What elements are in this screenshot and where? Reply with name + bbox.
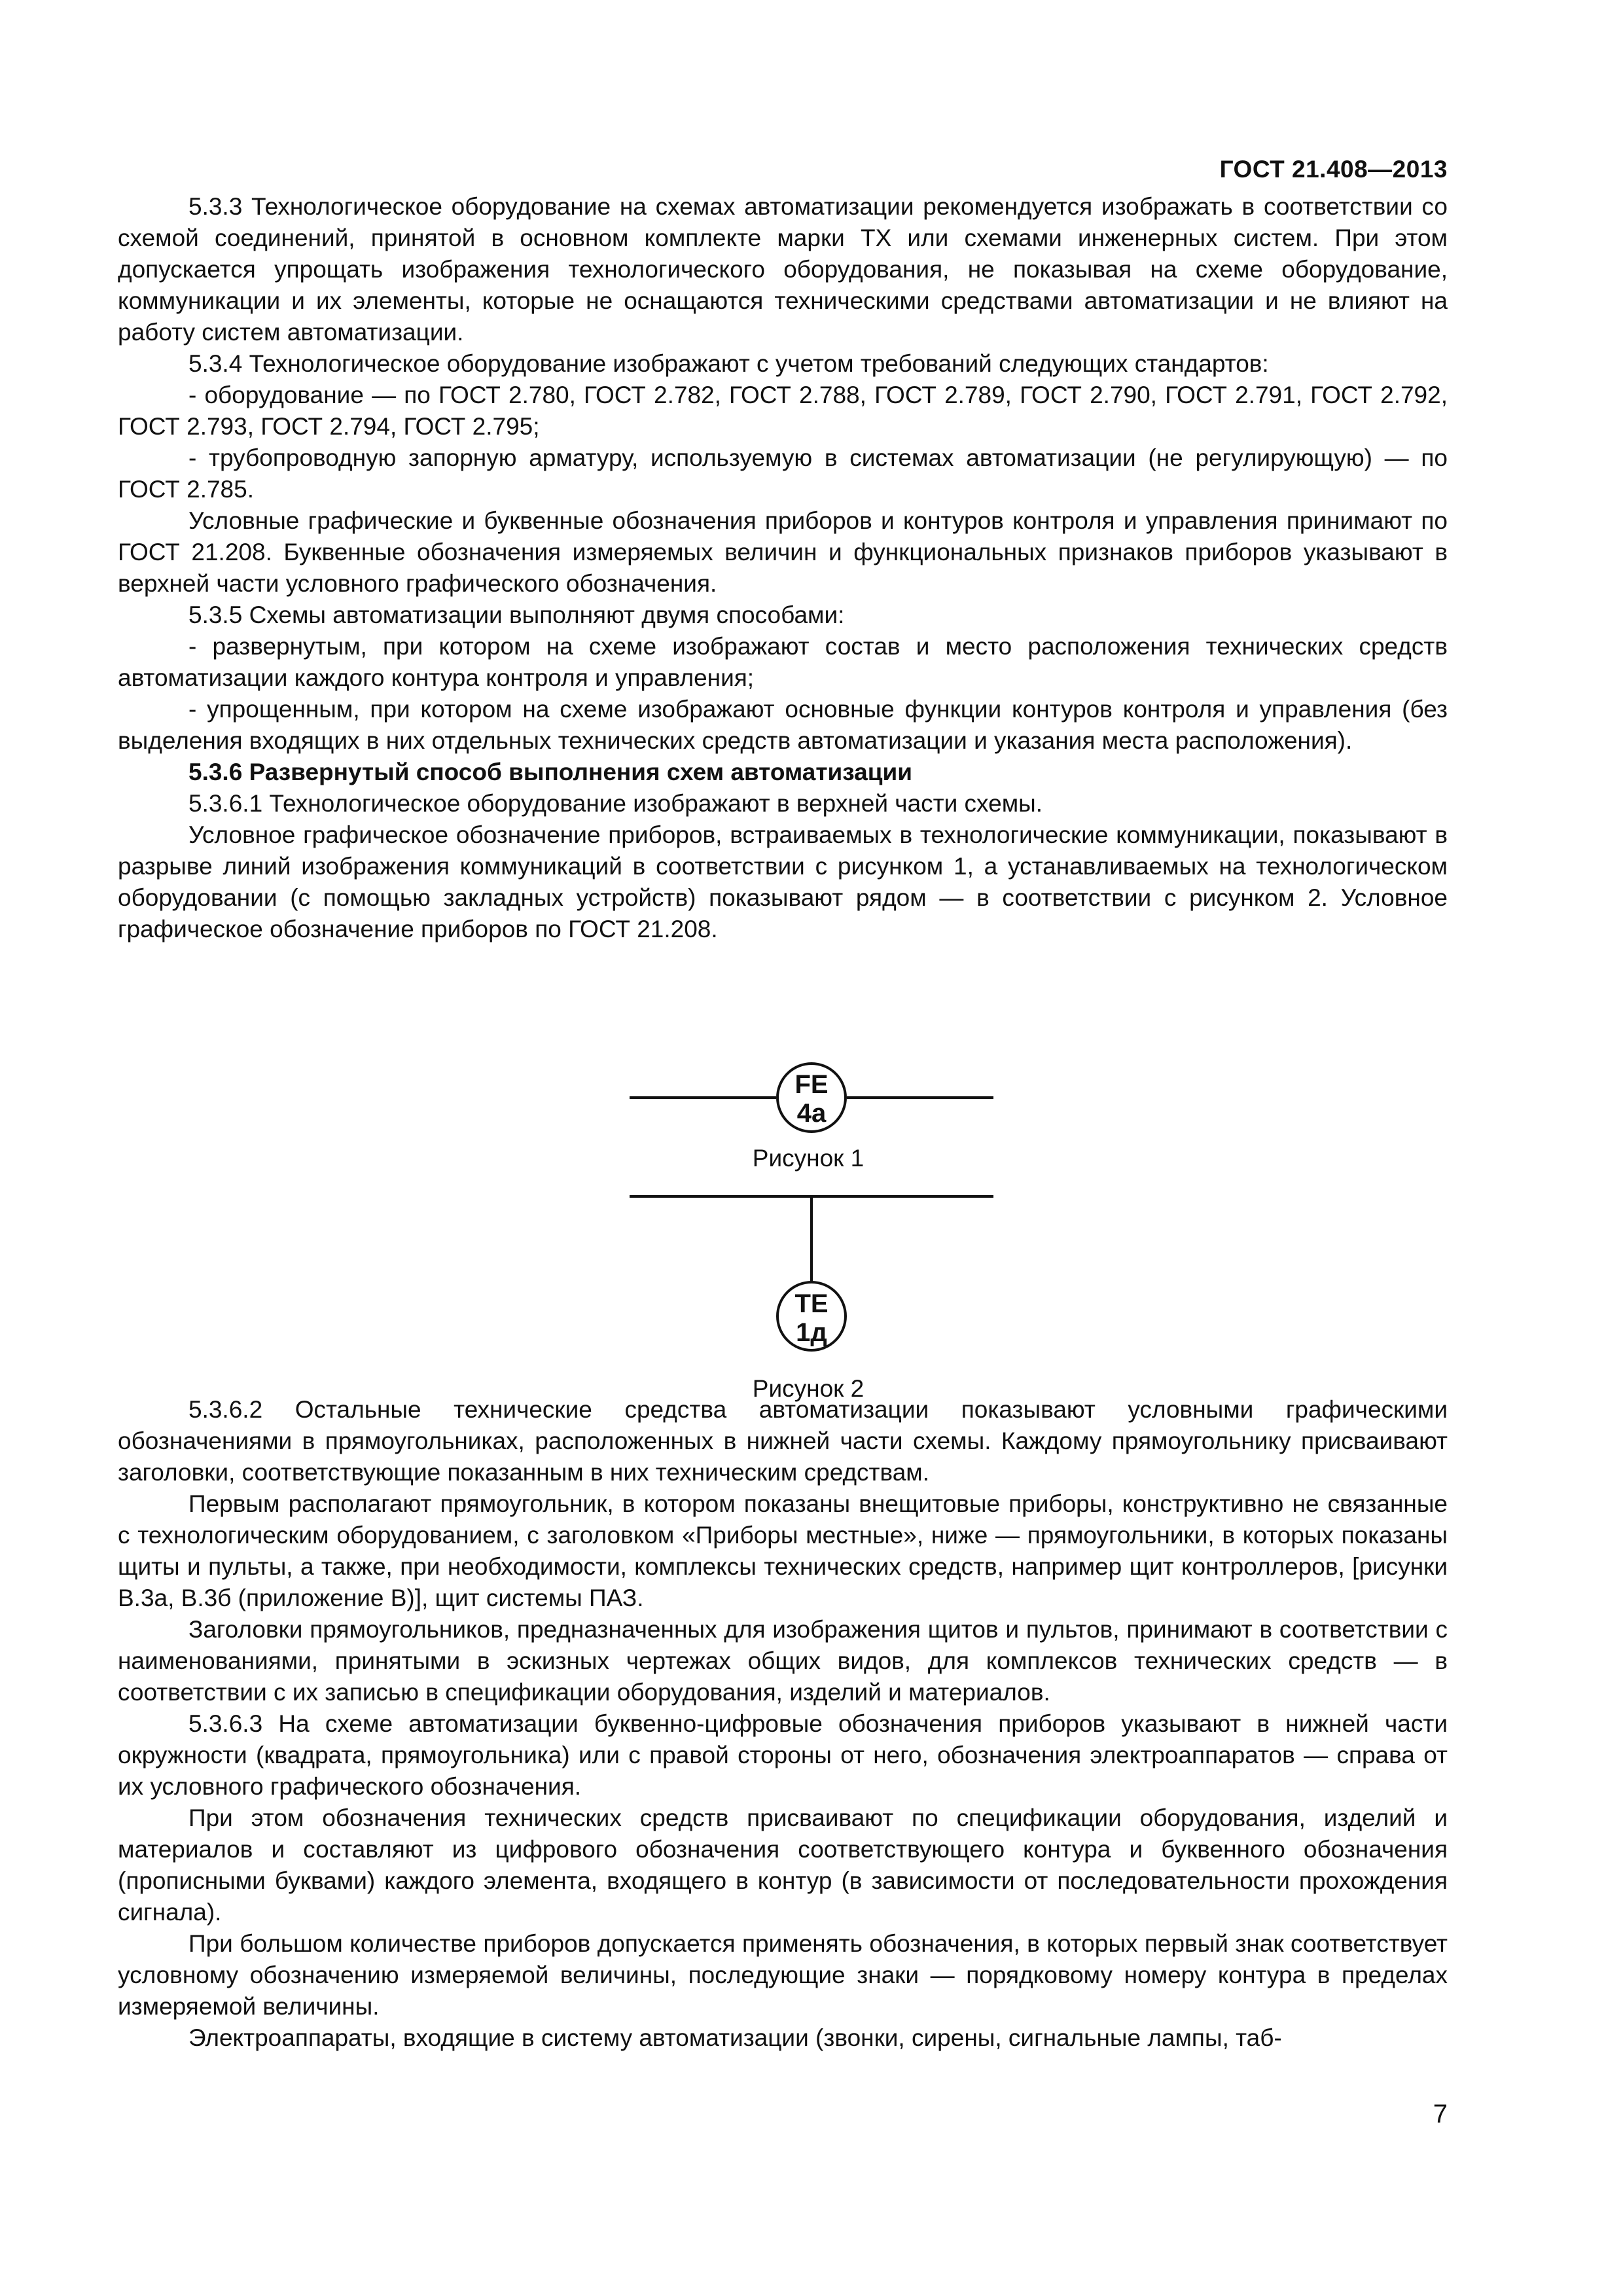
paragraph-5-3-6-1: 5.3.6.1 Технологическое оборудование изображают в верхней части схемы. (188, 790, 1043, 817)
figure-2-diagram (628, 1181, 995, 1416)
document-header: ГОСТ 21.408—2013 (1219, 156, 1448, 183)
paragraph-symbols: Условные графические и буквенные обозначения приборов и контуров контроля и управления принимают по ГОСТ 21.208. Буквенные обозначения измеряемых величин и функциональных признаков приборов указывают в верхней части условного графического обозначения. (118, 507, 1448, 597)
list-item-valves: - трубопроводную запорную арматуру, используемую в системах автоматизации (не регулирующую) — по ГОСТ 2.785. (118, 444, 1448, 503)
text-block-lower (118, 1394, 1448, 2054)
page-number: 7 (1433, 2100, 1448, 2128)
instrument-label-bottom: 4а (796, 1099, 827, 1128)
paragraph-5-3-5: 5.3.5 Схемы автоматизации выполняют двумя способами: (188, 601, 845, 628)
instrument-label-bottom: 1д (796, 1318, 827, 1347)
list-item-simplified: - упрощенным, при котором на схеме изображают основные функции контуров контроля и управления (без выделения входящих в них отдельных технических средств автоматизации и указания места расположения). (118, 696, 1448, 754)
text-block-upper (118, 191, 1448, 945)
figure-1-caption: Рисунок 1 (752, 1145, 865, 1172)
list-item-equipment: - оборудование — по ГОСТ 2.780, ГОСТ 2.782, ГОСТ 2.788, ГОСТ 2.789, ГОСТ 2.790, ГОСТ 2.791, ГОСТ 2.792, ГОСТ 2.793, ГОСТ 2.794, ГОСТ 2.795; (118, 382, 1448, 440)
paragraph-5-3-6-2: 5.3.6.2 Остальные технические средства автоматизации показывают условными графическими обозначениями в прямоугольниках, расположенных в нижней части схемы. Каждому прямоугольнику присваивают заголовки, соответствующие показанным в них техническим средствам. (118, 1396, 1448, 1486)
instrument-label-top: ТЕ (794, 1289, 829, 1318)
paragraph-local-instruments: Первым располагают прямоугольник, в котором показаны внещитовые приборы, конструктивно не связанные с технологическим оборудованием, с заголовком «Приборы местные», ниже — прямоугольники, в которых показаны щиты и пульты, а также, при необходимости, комплексы технических средств, например щит контроллеров, [рисунки В.3а, В.3б (приложение В)], щит системы ПАЗ. (118, 1490, 1448, 1611)
paragraph-5-3-6-3: 5.3.6.3 На схеме автоматизации буквенно-цифровые обозначения приборов указывают в нижней части окружности (квадрата, прямоугольника) или с правой стороны от него, обозначения электроаппаратов — справа от их условного графического обозначения. (118, 1710, 1448, 1800)
paragraph-electrical-devices: Электроаппараты, входящие в систему автоматизации (звонки, сирены, сигнальные лампы, таб- (188, 2024, 1282, 2051)
instrument-label-top: FE (794, 1070, 829, 1099)
paragraph-figure-reference: Условное графическое обозначение приборов, встраиваемых в технологические коммуникации, показывают в разрыве линий изображения коммуникаций в соответствии с рисунком 1, а устанавливаемых на технологическом оборудовании (с помощью закладных устройств) показывают рядом — в соответствии с рисунком 2. Условное графическое обозначение приборов по ГОСТ 21.208. (118, 821, 1448, 942)
figure-1-diagram (628, 1045, 995, 1175)
section-heading-5-3-6: 5.3.6 Развернутый способ выполнения схем автоматизации (188, 759, 912, 785)
paragraph-designations: При этом обозначения технических средств присваивают по спецификации оборудования, изделий и материалов и составляют из цифрового обозначения соответствующего контура и буквенного обозначения (прописными буквами) каждого элемента, входящего в контур (в зависимости от последовательности прохождения сигнала). (118, 1804, 1448, 1926)
paragraph-5-3-3: 5.3.3 Технологическое оборудование на схемах автоматизации рекомендуется изображать в соответствии со схемой соединений, принятой в основном комплекте марки ТХ или схемами инженерных систем. При этом допускается упрощать изображения технологического оборудования, не показывая на схеме оборудование, коммуникации и их элементы, которые не оснащаются техническими средствами автоматизации и не влияют на работу систем автоматизации. (118, 193, 1448, 346)
figure-2-caption: Рисунок 2 (752, 1375, 865, 1402)
paragraph-many-instruments: При большом количестве приборов допускается применять обозначения, в которых первый знак соответствует условному обозначению измеряемой величины, последующие знаки — порядковому номеру контура в пределах измеряемой величины. (118, 1930, 1448, 2020)
paragraph-rectangle-headings: Заголовки прямоугольников, предназначенных для изображения щитов и пультов, принимают в соответствии с наименованиями, принятыми в эскизных чертежах общих видов, для комплексов технических средств — в соответствии с их записью в спецификации оборудования, изделий и материалов. (118, 1616, 1448, 1706)
paragraph-5-3-4: 5.3.4 Технологическое оборудование изображают с учетом требований следующих стандартов: (188, 350, 1269, 377)
list-item-expanded: - развернутым, при котором на схеме изображают состав и место расположения технических средств автоматизации каждого контура контроля и управления; (118, 633, 1448, 691)
